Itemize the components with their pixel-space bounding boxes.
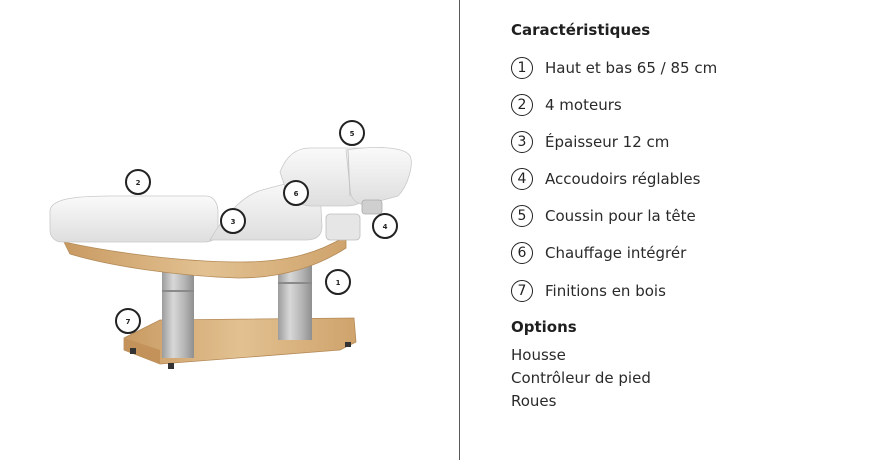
feature-item [511, 166, 700, 192]
feature-item [511, 203, 696, 229]
feature-number-badge: 5 [511, 205, 533, 227]
feature-label: Épaisseur 12 cm [545, 133, 670, 151]
feature-number-badge: 2 [511, 94, 533, 116]
feature-label: Chauffage intégrér [545, 244, 687, 262]
callout-5 [340, 121, 364, 145]
feature-label: Haut et bas 65 / 85 cm [545, 59, 718, 77]
feature-number-badge: 3 [511, 131, 533, 153]
callout-1 [326, 270, 350, 294]
option-item: Contrôleur de pied [511, 369, 651, 387]
feature-label: 4 moteurs [545, 96, 622, 114]
svg-text:6: 6 [293, 190, 299, 198]
feature-label: Accoudoirs réglables [545, 170, 701, 188]
feature-item [511, 129, 669, 155]
feature-item [511, 55, 717, 81]
svg-text:4: 4 [382, 223, 388, 231]
option-item: Roues [511, 392, 557, 410]
feature-number-badge: 1 [511, 57, 533, 79]
callout-2 [126, 170, 150, 194]
feature-number-badge: 7 [511, 280, 533, 302]
callout-7 [116, 309, 140, 333]
svg-text:1: 1 [335, 279, 341, 287]
features-title: Caractéristiques [511, 21, 651, 39]
feature-label: Coussin pour la tête [545, 207, 696, 225]
options-title: Options [511, 318, 577, 336]
feature-label: Finitions en bois [545, 282, 666, 300]
vertical-divider [459, 0, 460, 460]
svg-text:3: 3 [230, 218, 236, 226]
callout-6 [284, 181, 308, 205]
feature-item [511, 92, 622, 118]
feature-number-badge: 6 [511, 242, 533, 264]
feature-item [511, 240, 686, 266]
wooden-base [124, 318, 356, 369]
option-item: Housse [511, 346, 566, 364]
svg-text:5: 5 [349, 130, 355, 138]
spec-panel [511, 0, 881, 460]
feature-item [511, 278, 666, 304]
svg-text:2: 2 [135, 179, 141, 187]
callout-4 [373, 214, 397, 238]
feature-number-badge: 4 [511, 168, 533, 190]
callout-3 [221, 209, 245, 233]
svg-text:7: 7 [125, 318, 131, 326]
